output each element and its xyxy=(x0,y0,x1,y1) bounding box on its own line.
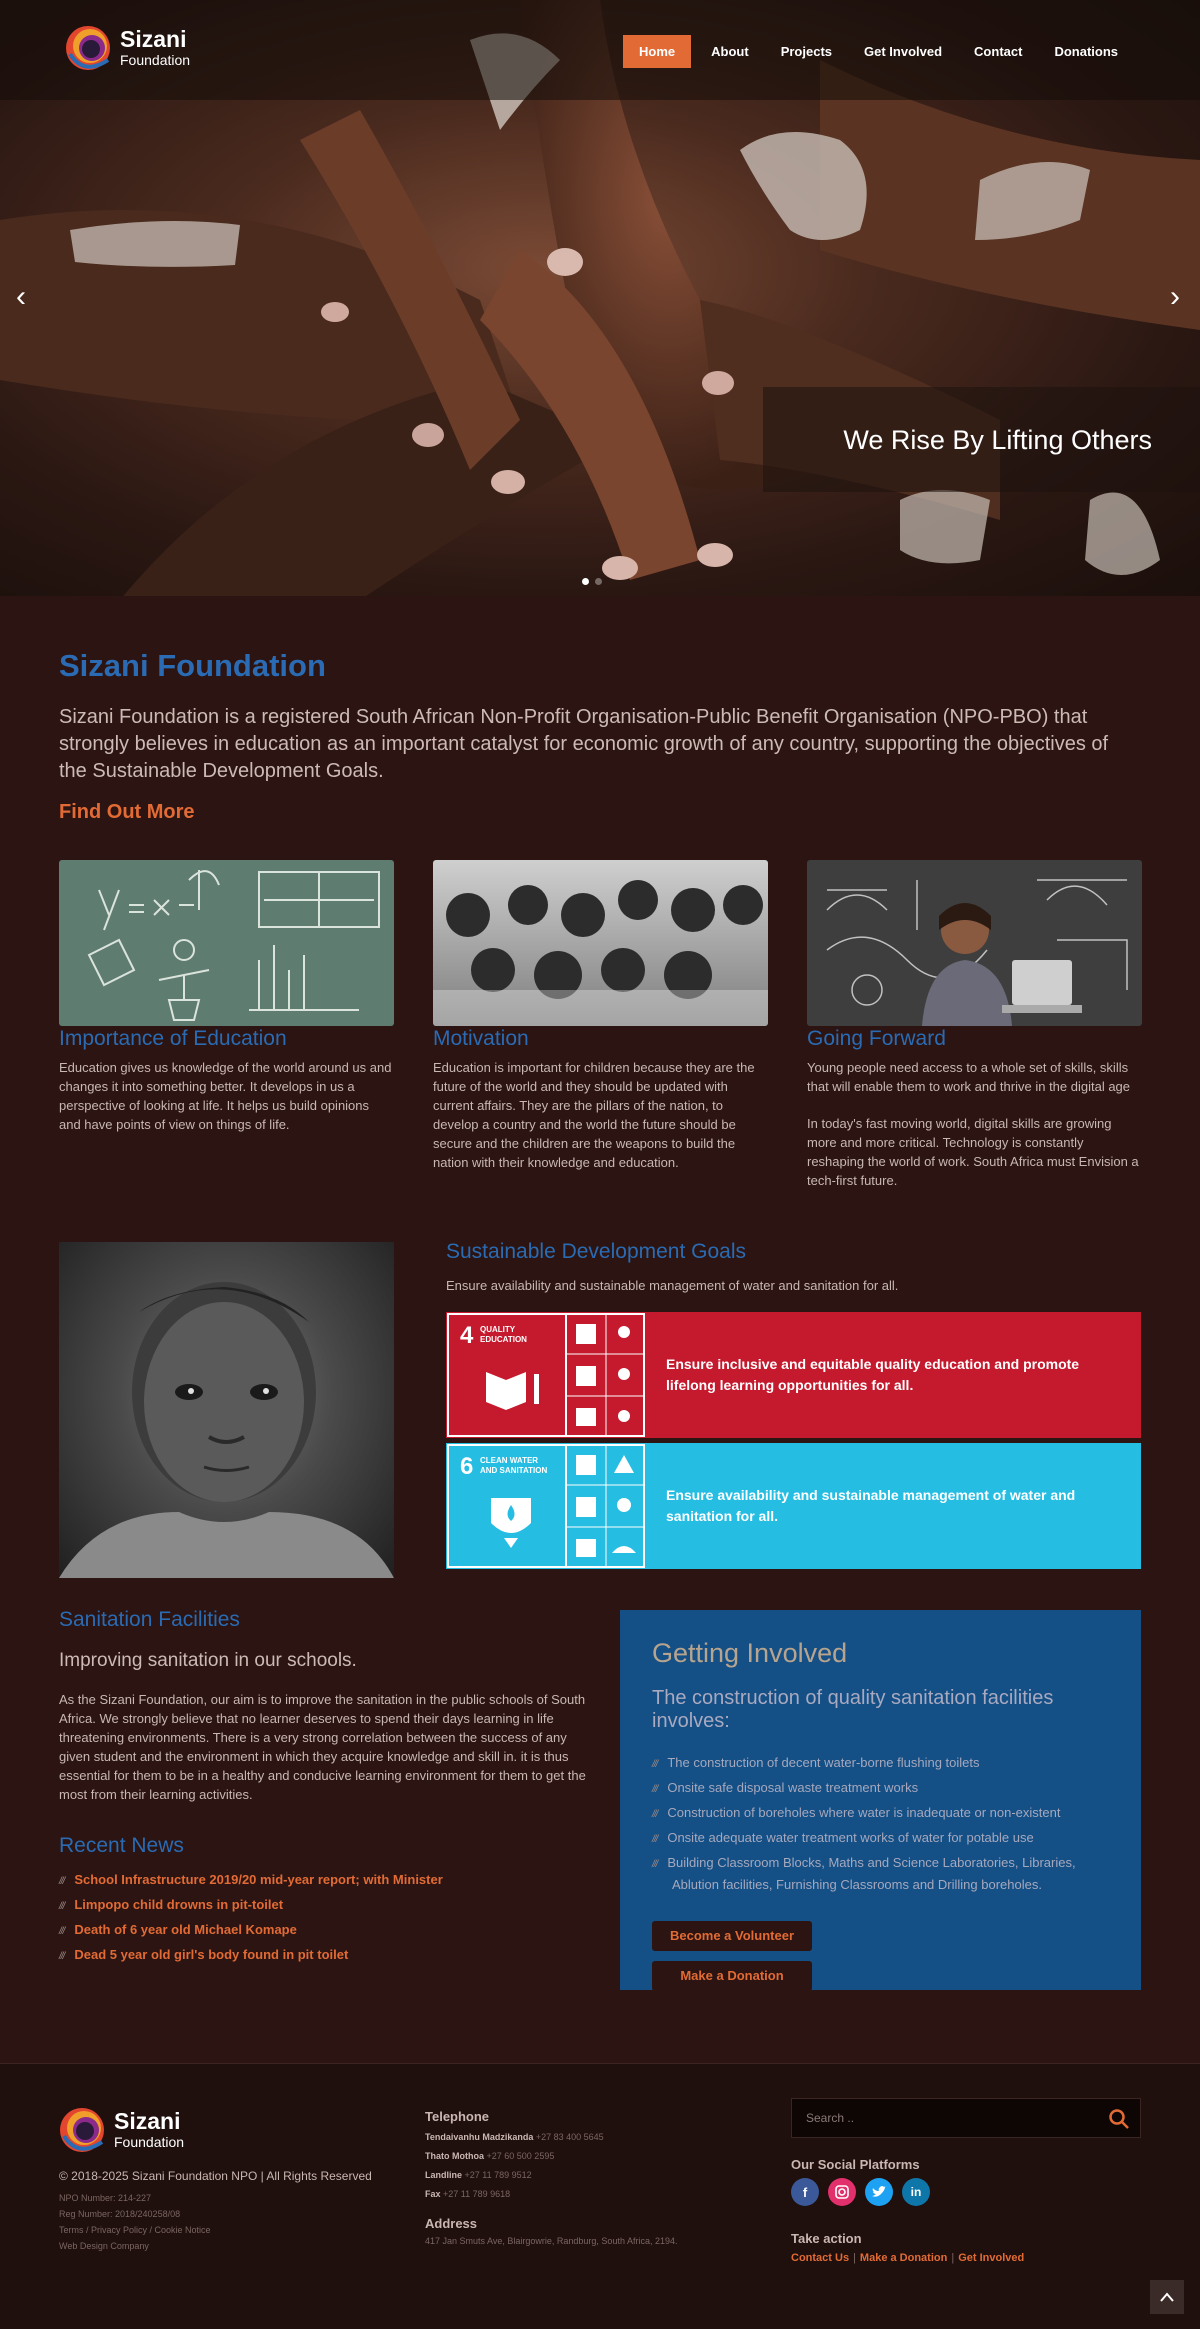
sanitation-text: As the Sizani Foundation, our aim is to improve the sanitation in the public schools of South Africa. We strongly believe that no learner deserves to spend their days learning in life threatening environments. There is a very strong correlation between the success of any given student and the environment in which they acquire knowledge and skill in. it is thus essential for them to be in a healthy and conducive learning environment for them to get the most from their learning activities. xyxy=(59,1692,586,1802)
slide-caption xyxy=(763,387,1200,492)
goal-name-line: QUALITY xyxy=(480,1325,516,1334)
sdg-title: Sustainable Development Goals xyxy=(446,1240,747,1263)
sdg-section xyxy=(446,1240,1141,1524)
brand-name: Sizani xyxy=(114,2108,181,2134)
card-text: Young people need access to a whole set of skills, skills that will enable them to work and thrive in the digital age xyxy=(807,1060,1131,1094)
telephone-block xyxy=(425,2109,725,2204)
logo-swirl-icon xyxy=(58,2102,108,2162)
sanitation-section xyxy=(59,1608,589,1804)
sdg-goal-4[interactable] xyxy=(446,1312,1141,1438)
make-donation-button[interactable]: Make a Donation xyxy=(652,1961,812,1991)
card-text: Education gives us knowledge of the world around us and changes it into something better. It develops in us a perspective of looking at life. It helps us build opinions and have points of view on things of life. xyxy=(59,1060,392,1132)
header-bar xyxy=(0,0,1200,100)
goal-number: 4 xyxy=(460,1322,474,1349)
main-nav xyxy=(623,35,1134,68)
nav-donations[interactable]: Donations xyxy=(1054,44,1118,59)
card-motivation xyxy=(433,860,768,1172)
nav-get-involved[interactable]: Get Involved xyxy=(864,44,943,59)
instagram-icon[interactable] xyxy=(828,2178,856,2206)
address-block xyxy=(425,2216,677,2246)
getting-involved-panel xyxy=(620,1610,1141,1990)
card-education xyxy=(59,860,394,1134)
social-title: Our Social Platforms xyxy=(791,2157,920,2172)
address-title: Address xyxy=(425,2216,478,2231)
web-design-link[interactable]: Web Design Company xyxy=(59,2241,149,2251)
sdg-subtitle: Ensure availability and sustainable management of water and sanitation for all. xyxy=(446,1278,899,1293)
logo-swirl-icon xyxy=(64,20,114,80)
nav-projects[interactable]: Projects xyxy=(780,44,833,59)
involved-item: /// Onsite safe disposal waste treatment works xyxy=(652,1778,1109,1800)
brand-sub: Foundation xyxy=(120,52,191,68)
news-item[interactable]: /// Death of 6 year old Michael Komape xyxy=(59,1918,589,1943)
take-action-block: Take action Contact Us | Make a Donation | Get Involved xyxy=(791,2231,1025,2264)
slider-dots xyxy=(582,578,602,585)
make-donation-link[interactable]: Make a Donation xyxy=(859,2252,948,2264)
twitter-icon[interactable] xyxy=(865,2178,893,2206)
student-laptop-image xyxy=(807,860,1142,1026)
phone-row[interactable]: Fax +27 11 789 9618 xyxy=(425,2189,511,2199)
get-involved-link[interactable]: Get Involved xyxy=(958,2252,1025,2264)
news-item[interactable]: /// School Infrastructure 2019/20 mid-year report; with Minister xyxy=(59,1868,589,1893)
footer xyxy=(0,2063,1200,2329)
reg-number: Reg Number: 2018/240258/08 xyxy=(59,2209,181,2219)
sdg-goal-6[interactable] xyxy=(446,1443,1141,1569)
book-icon xyxy=(486,1372,526,1410)
involved-title: Getting Involved xyxy=(652,1638,848,1668)
footer-logo[interactable] xyxy=(58,2102,198,2162)
goal-text: Ensure inclusive and equitable quality education and promote lifelong learning opportunities for all. xyxy=(666,1356,1080,1393)
slider-next-icon[interactable]: › xyxy=(1170,280,1180,313)
brand-name: Sizani xyxy=(120,26,187,52)
children-image xyxy=(433,860,768,1026)
intro-title: Sizani Foundation xyxy=(59,648,326,683)
card-text: Education is important for children because they are the future of the world and they should be updated with current affairs. They are the pillars of the nation, to develop a country and the world the future should be secure and the children are the weapons to build the nation with their knowledge and education. xyxy=(433,1060,755,1170)
news-title: Recent News xyxy=(59,1834,184,1857)
sdg-6-tile xyxy=(446,1443,646,1569)
goal-name-line: EDUCATION xyxy=(480,1335,527,1344)
linkedin-icon[interactable]: in xyxy=(902,2178,930,2206)
goal-name-line: CLEAN WATER xyxy=(480,1456,539,1465)
recent-news xyxy=(59,1834,589,1968)
nav-home[interactable]: Home xyxy=(623,35,691,68)
sanitation-lead: Improving sanitation in our schools. xyxy=(59,1650,357,1671)
goal-text: Ensure availability and sustainable management of water and sanitation for all. xyxy=(666,1487,1076,1524)
brand-sub: Foundation xyxy=(114,2134,185,2150)
goal-number: 6 xyxy=(460,1453,474,1480)
terms-link[interactable]: Terms / Privacy Policy / Cookie Notice xyxy=(59,2225,211,2235)
phone-row[interactable]: Landline +27 11 789 9512 xyxy=(425,2170,532,2180)
telephone-title: Telephone xyxy=(425,2109,490,2124)
card-title: Going Forward xyxy=(807,1027,946,1050)
nav-about[interactable]: About xyxy=(711,44,749,59)
card-title: Motivation xyxy=(433,1027,529,1050)
boy-portrait-image xyxy=(59,1242,394,1578)
footer-search xyxy=(791,2098,1141,2138)
hero-slider xyxy=(0,0,1200,596)
social-block xyxy=(791,2157,930,2206)
take-action-title: Take action xyxy=(791,2231,862,2246)
goal-name-line: AND SANITATION xyxy=(480,1466,548,1475)
sanitation-title: Sanitation Facilities xyxy=(59,1608,240,1631)
npo-number: NPO Number: 214-227 xyxy=(59,2193,152,2203)
facebook-icon[interactable]: f xyxy=(791,2178,819,2206)
copyright: © 2018-2025 Sizani Foundation NPO | All Rights Reserved xyxy=(59,2169,372,2183)
contact-us-link[interactable]: Contact Us xyxy=(791,2252,850,2264)
address-value: 417 Jan Smuts Ave, Blairgowrie, Randburg, South Africa, 2194. xyxy=(425,2236,678,2246)
involved-item: /// The construction of decent water-borne flushing toilets xyxy=(652,1753,1109,1775)
nav-contact[interactable]: Contact xyxy=(974,44,1023,59)
search-input[interactable] xyxy=(792,2099,1092,2137)
card-going-forward xyxy=(807,860,1142,1190)
involved-item: /// Building Classroom Blocks, Maths and Science Laboratories, Libraries, Ablution facilities, Furnishing Classrooms and Drilling boreholes. xyxy=(652,1853,1109,1895)
phone-row[interactable]: Tendaivanhu Madzikanda +27 83 400 5645 xyxy=(425,2132,604,2142)
news-item[interactable]: /// Dead 5 year old girl's body found in pit toilet xyxy=(59,1943,589,1968)
phone-row[interactable]: Thato Mothoa +27 60 500 2595 xyxy=(425,2151,555,2161)
slider-prev-icon[interactable]: ‹ xyxy=(16,280,26,313)
involved-item: /// Onsite adequate water treatment works of water for potable use xyxy=(652,1828,1109,1850)
brand-logo[interactable] xyxy=(64,20,204,80)
card-title: Importance of Education xyxy=(59,1027,287,1050)
become-volunteer-button[interactable]: Become a Volunteer xyxy=(652,1921,812,1951)
chalkboard-image xyxy=(59,860,394,1026)
intro-text: Sizani Foundation is a registered South African Non-Profit Organisation-Public Benefit Organisation (NPO-PBO) that strongly believes in education as an important catalyst for economic growth of any country, supporting the objectives of the Sustainable Development Goals. xyxy=(59,706,1109,782)
intro-section xyxy=(59,648,1141,824)
scroll-to-top-icon[interactable] xyxy=(1150,2280,1184,2314)
slider-dot[interactable] xyxy=(582,578,589,585)
legal-info xyxy=(59,2190,211,2254)
news-item[interactable]: /// Limpopo child drowns in pit-toilet xyxy=(59,1893,589,1918)
involved-item: /// Construction of boreholes where water is inadequate or non-existent xyxy=(652,1803,1109,1825)
find-out-more-link[interactable]: Find Out More xyxy=(59,801,195,823)
slider-dot[interactable] xyxy=(595,578,602,585)
involved-lead: The construction of quality sanitation facilities involves: xyxy=(652,1687,1054,1732)
card-text: In today's fast moving world, digital skills are growing more and more critical. Technology is constantly reshaping the world of work. South Africa must Envision a tech-first future. xyxy=(807,1116,1139,1188)
sdg-4-tile xyxy=(446,1312,646,1438)
search-icon[interactable] xyxy=(1108,2108,1130,2130)
slide-caption-text: We Rise By Lifting Others xyxy=(843,425,1152,455)
